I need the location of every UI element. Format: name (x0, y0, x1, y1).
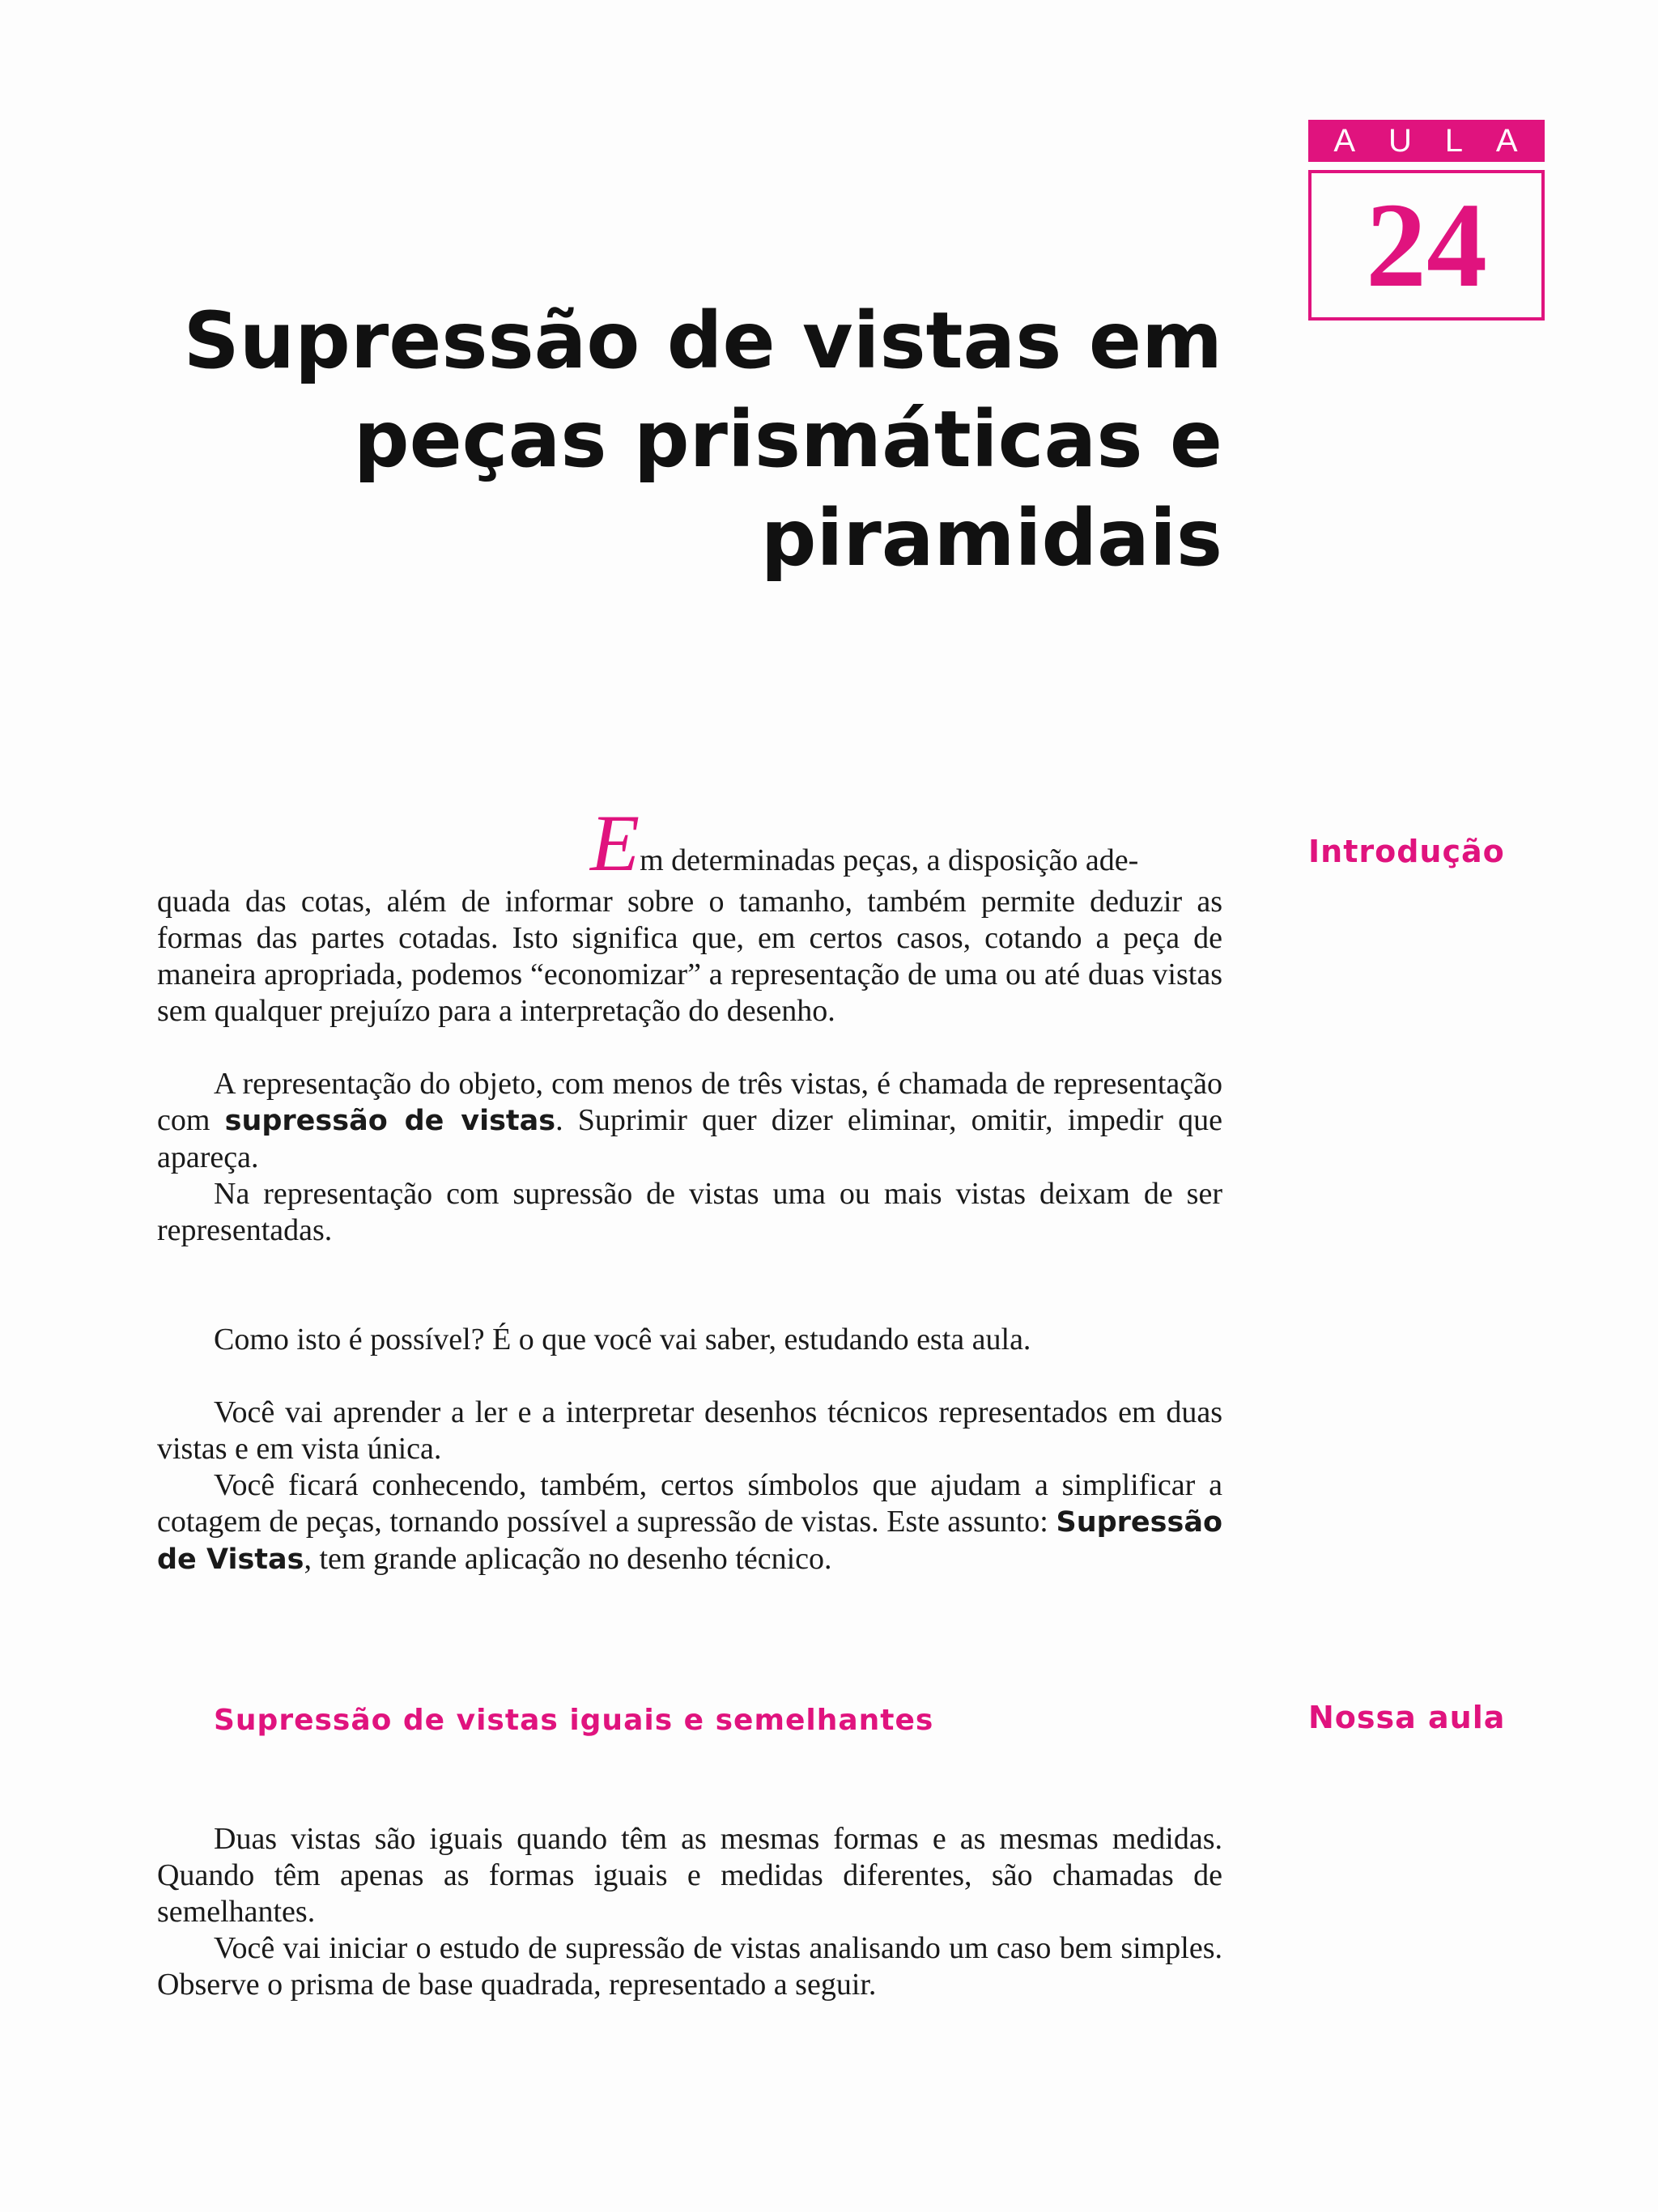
paragraph-text: Você ficará conhecendo, também, certos símbolos que ajudam a simplificar a cotagem de peças, tornando possível a supressão de vistas. Este assunto: (157, 1468, 1222, 1539)
lesson-letter: A (1495, 122, 1520, 159)
lesson-letter: A (1333, 122, 1358, 159)
lesson-section-label: Nossa aula (1308, 1700, 1506, 1735)
page-title (162, 291, 1222, 588)
title-line: piramidais (760, 493, 1222, 584)
paragraph (157, 798, 1222, 888)
title-line: Supressão de vistas em (183, 295, 1222, 386)
lesson-number: 24 (1366, 178, 1487, 312)
paragraph (157, 1467, 1222, 1578)
paragraph-text: m determinadas peças, a disposição ade- (640, 843, 1139, 877)
drop-cap: E (590, 798, 640, 888)
paragraph: Você vai aprender a ler e a interpretar desenhos técnicos representados em duas vistas e em vista única. (157, 1395, 1222, 1466)
lesson-label (1308, 120, 1545, 162)
lesson-letter: U (1388, 122, 1414, 159)
paragraph: Na representação com supressão de vistas uma ou mais vistas deixam de ser representadas. (157, 1177, 1222, 1247)
introduction-label: Introdução (1308, 834, 1505, 869)
paragraph: Como isto é possível? É o que você vai saber, estudando esta aula. (214, 1323, 1031, 1356)
introduction-text (157, 798, 1222, 1578)
paragraph-text: , tem grande aplicação no desenho técnico. (304, 1542, 832, 1576)
section-heading: Supressão de vistas iguais e semelhantes (214, 1704, 934, 1737)
title-line: peças prismáticas e (353, 394, 1222, 485)
paragraph-text: . Suprimir quer dizer eliminar, omitir, impedir que apareça. (157, 1103, 1222, 1174)
paragraph: Duas vistas são iguais quando têm as mesmas formas e as mesmas medidas. Quando têm apenas as formas iguais e medidas diferentes, são chamadas de semelhantes. (157, 1822, 1222, 1929)
paragraph-text: A representação do objeto, com menos de três vistas, é chamada de representação com (157, 1067, 1222, 1137)
paragraph: quada das cotas, além de informar sobre o tamanho, também permite deduzir as formas das partes cotadas. Isto significa que, em certos casos, cotando a peça de maneira apropriada, podemos “economizar” a representação de uma ou até duas vistas sem qualquer prejuízo para a interpretação do desenho. (157, 885, 1222, 1028)
lesson-number-box (1308, 170, 1545, 321)
section-text (157, 1821, 1222, 2003)
paragraph (157, 1066, 1222, 1176)
emphasis: Supressão de Vistas (157, 1506, 1222, 1576)
lesson-letter: L (1444, 122, 1465, 159)
paragraph: Você vai iniciar o estudo de supressão de vistas analisando um caso bem simples. Observe o prisma de base quadrada, representado a seguir. (157, 1931, 1222, 2002)
emphasis: supressão de vistas (224, 1105, 556, 1137)
